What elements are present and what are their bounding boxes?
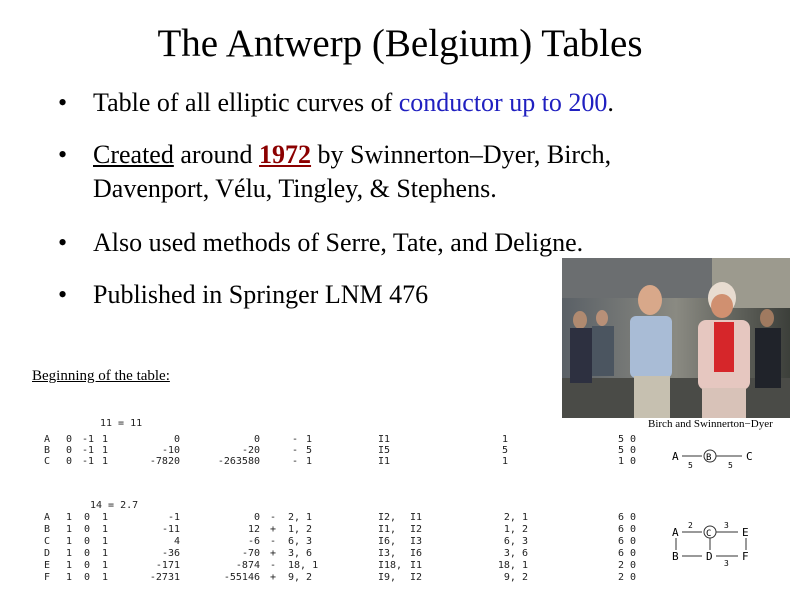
d-value: 1, 2 bbox=[288, 524, 313, 535]
a3-value: 1 bbox=[101, 560, 108, 571]
a3-value: 1 bbox=[101, 434, 108, 445]
a3-value: 1 bbox=[101, 548, 108, 559]
bullet-dot: • bbox=[58, 228, 68, 257]
c3-value: 6 0 bbox=[617, 548, 636, 559]
sign-value: - bbox=[292, 445, 299, 456]
isogeny-degree: 5 bbox=[688, 461, 693, 470]
c2-value: 2, 1 bbox=[503, 512, 528, 523]
a6-value: 0 bbox=[253, 434, 260, 445]
bullet-dot: • bbox=[58, 280, 68, 309]
c3-value: 6 0 bbox=[617, 524, 636, 535]
d-value: 18, 1 bbox=[288, 560, 319, 571]
c3-value: 6 0 bbox=[617, 536, 636, 547]
isogeny-diagram-14 bbox=[670, 520, 780, 568]
a2-value: -1 bbox=[81, 434, 94, 445]
sign-value: - bbox=[270, 560, 277, 571]
d-value: 5 bbox=[305, 445, 312, 456]
isogeny-node: C bbox=[746, 450, 753, 463]
a4-value: -10 bbox=[161, 445, 180, 456]
a4-value: -171 bbox=[155, 560, 180, 571]
photo-caption: Birch and Swinnerton−Dyer bbox=[648, 418, 773, 430]
table-caption: Beginning of the table: bbox=[32, 368, 170, 384]
row-label: E bbox=[44, 560, 51, 571]
a2-value: 0 bbox=[83, 524, 90, 535]
a1-value: 0 bbox=[65, 434, 72, 445]
sign-value: + bbox=[270, 572, 277, 583]
row-label: C bbox=[44, 456, 51, 467]
c2-value: 1 bbox=[501, 456, 508, 467]
a3-value: 1 bbox=[101, 445, 108, 456]
a1-value: 1 bbox=[65, 572, 72, 583]
isogeny-node: C bbox=[706, 529, 712, 539]
bullet-text: . bbox=[607, 88, 614, 117]
row-label: D bbox=[44, 548, 51, 559]
kodaira-value: I3 bbox=[410, 536, 423, 547]
a2-value: 0 bbox=[83, 572, 90, 583]
kodaira-value: I2, bbox=[378, 512, 397, 523]
bullet-text: by Swinnerton–Dyer, Birch, bbox=[311, 140, 612, 169]
birch-swinnerton-dyer-photo bbox=[562, 258, 790, 418]
kodaira-value: I1 bbox=[410, 560, 423, 571]
a2-value: 0 bbox=[83, 536, 90, 547]
a6-value: -263580 bbox=[217, 456, 260, 467]
a6-value: 12 bbox=[247, 524, 260, 535]
d-value: 1 bbox=[305, 434, 312, 445]
block1-header: 11 = 11 bbox=[100, 418, 143, 429]
kodaira-value: I1 bbox=[410, 512, 423, 523]
isogeny-diagram-11 bbox=[670, 440, 790, 470]
sign-value: + bbox=[270, 548, 277, 559]
sign-value: - bbox=[270, 536, 277, 547]
a1-value: 0 bbox=[65, 445, 72, 456]
c2-value: 1, 2 bbox=[503, 524, 528, 535]
d-value: 1 bbox=[305, 456, 312, 467]
d-value: 3, 6 bbox=[288, 548, 313, 559]
c3-value: 2 0 bbox=[617, 560, 636, 571]
c2-value: 6, 3 bbox=[503, 536, 528, 547]
a1-value: 1 bbox=[65, 512, 72, 523]
slide-title: The Antwerp (Belgium) Tables bbox=[157, 22, 643, 65]
bullet-dot: • bbox=[58, 88, 68, 117]
a2-value: 0 bbox=[83, 560, 90, 571]
kodaira-value: I1 bbox=[378, 434, 391, 445]
bullet-dot: • bbox=[58, 140, 68, 169]
sign-value: - bbox=[292, 456, 299, 467]
sign-value: - bbox=[292, 434, 299, 445]
a3-value: 1 bbox=[101, 536, 108, 547]
kodaira-value: I1 bbox=[378, 456, 391, 467]
block2-header: 14 = 2.7 bbox=[90, 500, 139, 511]
isogeny-degree: 3 bbox=[724, 521, 729, 530]
isogeny-node: A bbox=[672, 450, 679, 463]
a4-value: 4 bbox=[173, 536, 180, 547]
a4-value: -7820 bbox=[149, 456, 180, 467]
bullet-text: Table of all elliptic curves of bbox=[93, 88, 399, 117]
kodaira-value: I2 bbox=[410, 572, 423, 583]
sign-value: + bbox=[270, 524, 277, 535]
a4-value: -36 bbox=[161, 548, 180, 559]
d-value: 2, 1 bbox=[288, 512, 313, 523]
a2-value: 0 bbox=[83, 512, 90, 523]
a1-value: 0 bbox=[65, 456, 72, 467]
a1-value: 1 bbox=[65, 524, 72, 535]
a2-value: 0 bbox=[83, 548, 90, 559]
isogeny-degree: 5 bbox=[728, 461, 733, 470]
sign-value: - bbox=[270, 512, 277, 523]
kodaira-value: I6 bbox=[410, 548, 423, 559]
c2-value: 18, 1 bbox=[497, 560, 528, 571]
a2-value: -1 bbox=[81, 456, 94, 467]
row-label: A bbox=[44, 434, 51, 445]
bullet-text-line2: Davenport, Vélu, Tingley, & Stephens. bbox=[93, 174, 497, 203]
d-value: 9, 2 bbox=[288, 572, 313, 583]
a6-value: -70 bbox=[241, 548, 260, 559]
kodaira-value: I1, bbox=[378, 524, 397, 535]
a6-value: 0 bbox=[253, 512, 260, 523]
conductor-link[interactable]: conductor up to 200 bbox=[398, 88, 608, 117]
isogeny-node: D bbox=[706, 550, 713, 563]
bullet-text: around bbox=[173, 140, 260, 169]
a1-value: 1 bbox=[65, 536, 72, 547]
c2-value: 5 bbox=[501, 445, 508, 456]
a1-value: 1 bbox=[65, 548, 72, 559]
a6-value: -55146 bbox=[223, 572, 260, 583]
c3-value: 6 0 bbox=[617, 512, 636, 523]
c2-value: 3, 6 bbox=[503, 548, 528, 559]
row-label: C bbox=[44, 536, 51, 547]
row-label: F bbox=[44, 572, 51, 583]
a6-value: -874 bbox=[235, 560, 260, 571]
a1-value: 1 bbox=[65, 560, 72, 571]
year-link[interactable]: 1972 bbox=[259, 140, 312, 169]
a3-value: 1 bbox=[101, 512, 108, 523]
table-scan bbox=[30, 408, 800, 600]
c3-value: 5 0 bbox=[617, 434, 636, 445]
isogeny-node: B bbox=[706, 453, 712, 463]
a6-value: -6 bbox=[247, 536, 260, 547]
c2-value: 1 bbox=[501, 434, 508, 445]
c3-value: 2 0 bbox=[617, 572, 636, 583]
a3-value: 1 bbox=[101, 572, 108, 583]
kodaira-value: I6, bbox=[378, 536, 397, 547]
row-label: A bbox=[44, 512, 51, 523]
row-label: B bbox=[44, 524, 51, 535]
c2-value: 9, 2 bbox=[503, 572, 528, 583]
kodaira-value: I5 bbox=[378, 445, 391, 456]
a2-value: -1 bbox=[81, 445, 94, 456]
created-link[interactable]: Created bbox=[93, 140, 174, 169]
c3-value: 1 0 bbox=[617, 456, 636, 467]
isogeny-node: B bbox=[672, 550, 679, 563]
bullet-text: Published in Springer LNM 476 bbox=[93, 280, 429, 309]
kodaira-value: I2 bbox=[410, 524, 423, 535]
kodaira-value: I18, bbox=[378, 560, 403, 571]
a4-value: -11 bbox=[161, 524, 180, 535]
d-value: 6, 3 bbox=[288, 536, 313, 547]
a4-value: -1 bbox=[167, 512, 180, 523]
isogeny-degree: 3 bbox=[724, 559, 729, 568]
a3-value: 1 bbox=[101, 524, 108, 535]
a6-value: -20 bbox=[241, 445, 260, 456]
c3-value: 5 0 bbox=[617, 445, 636, 456]
a4-value: 0 bbox=[173, 434, 180, 445]
isogeny-node: F bbox=[742, 550, 749, 563]
isogeny-node: A bbox=[672, 526, 679, 539]
kodaira-value: I3, bbox=[378, 548, 397, 559]
row-label: B bbox=[44, 445, 51, 456]
isogeny-degree: 2 bbox=[688, 521, 693, 530]
a4-value: -2731 bbox=[149, 572, 180, 583]
isogeny-node: E bbox=[742, 526, 749, 539]
kodaira-value: I9, bbox=[378, 572, 397, 583]
bullet-text: Also used methods of Serre, Tate, and Deligne. bbox=[93, 228, 584, 257]
a3-value: 1 bbox=[101, 456, 108, 467]
